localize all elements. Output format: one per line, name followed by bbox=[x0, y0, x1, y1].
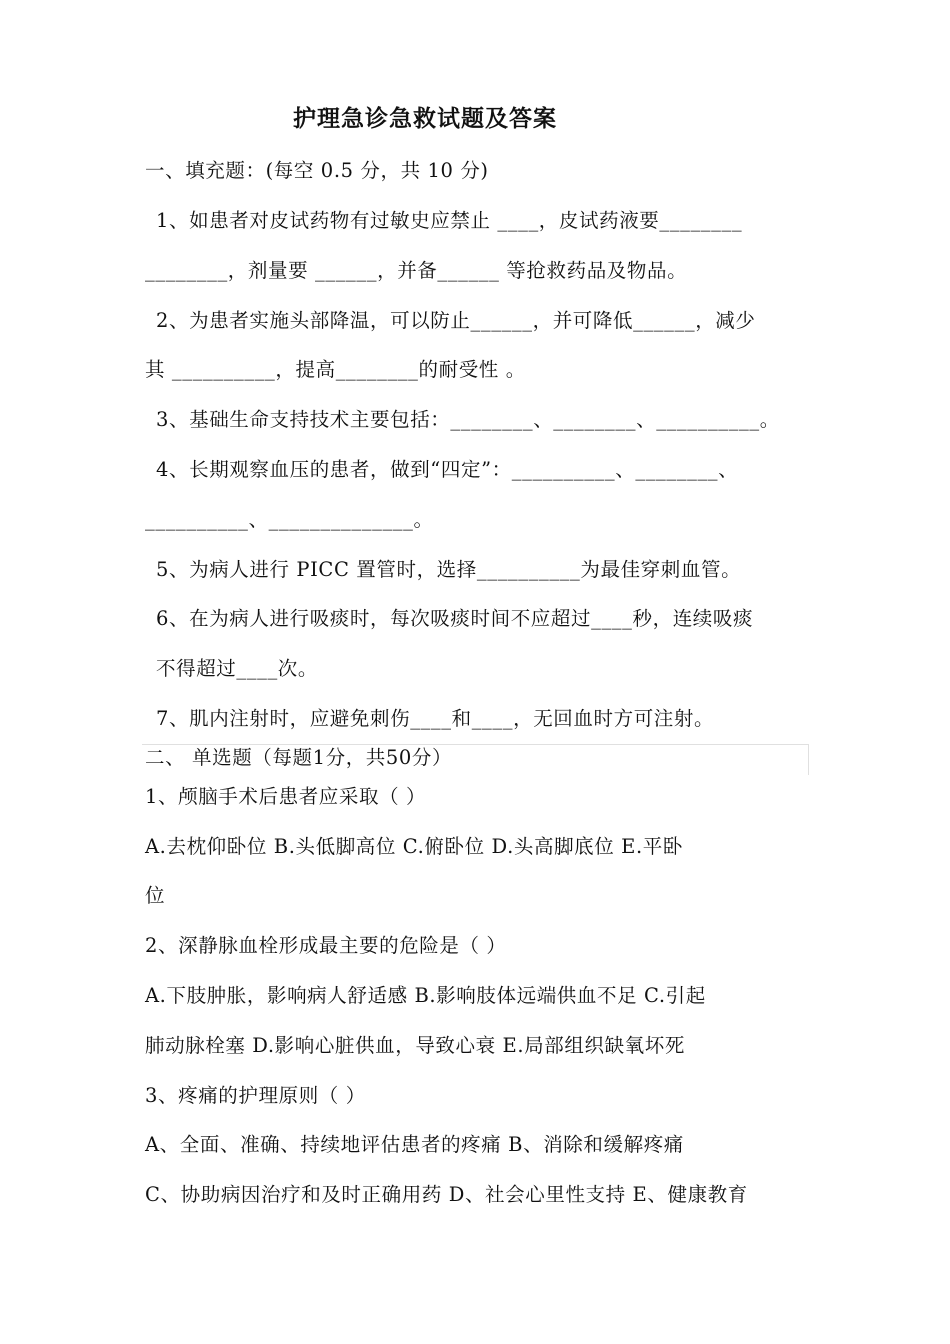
section1-line-1: 1、如患者对皮试药物有过敏史应禁止 ____，皮试药液要________ bbox=[156, 209, 743, 232]
question-2-options-cont: 肺动脉栓塞 D.影响心脏供血，导致心衰 E.局部组织缺氧坏死 bbox=[145, 1034, 685, 1057]
section1-line-9: 6、在为病人进行吸痰时，每次吸痰时间不应超过____秒，连续吸痰 bbox=[156, 607, 754, 630]
document-title: 护理急诊急救试题及答案 bbox=[293, 106, 557, 132]
question-1: 1、颅脑手术后患者应采取（ ） bbox=[145, 785, 427, 808]
section1-line-2: ________，剂量要 ______，并备______ 等抢救药品及物品。 bbox=[145, 259, 688, 282]
section1-line-8: 5、为病人进行 PICC 置管时，选择__________为最佳穿刺血管。 bbox=[156, 558, 742, 581]
section1-line-3: 2、为患者实施头部降温，可以防止______，并可降低______，减少 bbox=[156, 309, 756, 332]
section1-line-10: 不得超过____次。 bbox=[156, 657, 318, 680]
section1-line-4: 其 __________，提高________的耐受性 。 bbox=[145, 358, 526, 381]
question-1-options-cont: 位 bbox=[145, 884, 166, 907]
section1-line-11: 7、肌内注射时，应避免刺伤____和____，无回血时方可注射。 bbox=[156, 707, 715, 730]
question-3-options: A、全面、准确、持续地评估患者的疼痛 B、消除和缓解疼痛 bbox=[145, 1133, 684, 1156]
section1-line-6: 4、长期观察血压的患者，做到“四定”：__________、________、 bbox=[156, 458, 739, 481]
question-2-options: A.下肢肿胀，影响病人舒适感 B.影响肢体远端供血不足 C.引起 bbox=[145, 984, 706, 1007]
question-3-options-cont: C、协助病因治疗和及时正确用药 D、社会心里性支持 E、健康教育 bbox=[145, 1183, 748, 1206]
question-3: 3、疼痛的护理原则（ ） bbox=[145, 1084, 366, 1107]
section2-heading: 二、 单选题（每题1分，共50分） bbox=[145, 746, 453, 769]
section1-line-5: 3、基础生命支持技术主要包括：________、________、__________。 bbox=[156, 408, 780, 431]
question-1-options: A.去枕仰卧位 B.头低脚高位 C.俯卧位 D.头高脚底位 E.平卧 bbox=[145, 835, 683, 858]
section1-line-7: __________、______________。 bbox=[145, 508, 434, 531]
question-2: 2、深静脉血栓形成最主要的危险是（ ） bbox=[145, 934, 507, 957]
section1-heading: 一、填充题：(每空 0.5 分，共 10 分) bbox=[145, 159, 489, 182]
